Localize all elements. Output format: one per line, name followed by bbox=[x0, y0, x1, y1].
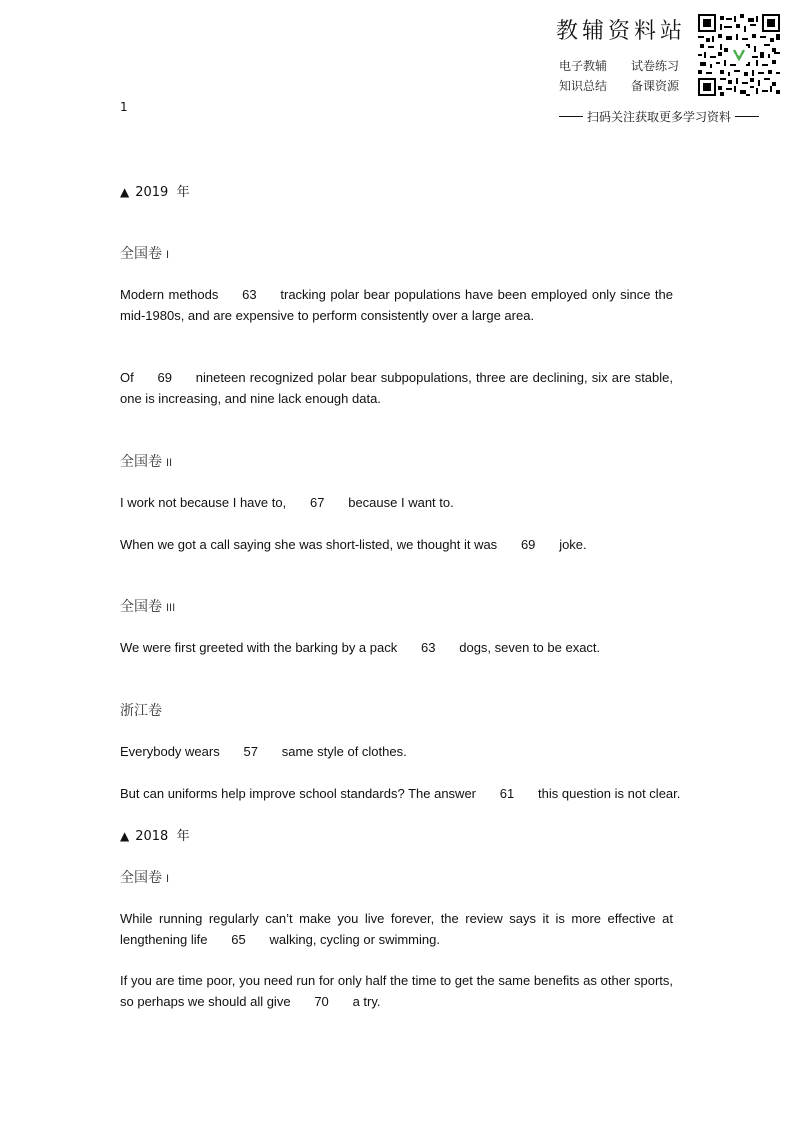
year-suffix: 年 bbox=[176, 185, 190, 200]
slogan-text: 扫码关注获取更多学习资料 bbox=[587, 110, 732, 124]
sentence-text: tracking polar bear populations have been employed only since the mid-1980s, and are expensive to perform consistently over a large area. bbox=[120, 287, 673, 323]
triangle-icon: ▲ bbox=[120, 185, 130, 199]
sentence-text: a try. bbox=[352, 994, 381, 1009]
blank-number: 70 bbox=[314, 994, 329, 1009]
sentence-2019-zhejiang-1 bbox=[120, 741, 407, 762]
sentence-text: this question is not clear. bbox=[538, 786, 681, 801]
brand-title: 教辅资料站 bbox=[556, 19, 687, 44]
section-label-text: 全国卷 bbox=[120, 454, 162, 470]
slogan-left-rule bbox=[559, 116, 583, 117]
sentence-text: Of bbox=[120, 370, 134, 385]
sentence-text: While running regularly can’t make you live forever, the review says it is more effective at lengthening life bbox=[120, 911, 673, 947]
sentence-2019-zhejiang-2 bbox=[120, 783, 680, 804]
year-heading-2018 bbox=[120, 825, 190, 844]
sentence-text: dogs, seven to be exact. bbox=[459, 640, 601, 655]
sentence-text: Modern methods bbox=[120, 287, 219, 302]
section-label-zhejiang-2019 bbox=[120, 700, 162, 720]
blank-number: 57 bbox=[243, 744, 258, 759]
sentence-2018-national-i-1 bbox=[120, 908, 673, 950]
link-knowledge-summary[interactable]: 知识总结 bbox=[559, 79, 608, 93]
blank-number: 61 bbox=[499, 786, 515, 801]
sentence-text: because I want to. bbox=[348, 495, 454, 510]
sentence-2019-national-i-2 bbox=[120, 367, 673, 409]
section-label-national-i-2019 bbox=[120, 243, 169, 263]
sentence-text: Everybody wears bbox=[120, 744, 220, 759]
sentence-text: joke. bbox=[559, 537, 587, 552]
link-exam-practice[interactable]: 试卷练习 bbox=[631, 59, 680, 73]
slogan bbox=[555, 108, 763, 125]
blank-number: 69 bbox=[157, 370, 172, 385]
sentence-2019-national-ii-1 bbox=[120, 492, 454, 513]
link-lesson-resources[interactable]: 备课资源 bbox=[631, 79, 680, 93]
sentence-text: If you are time poor, you need run for only half the time to get the same benefits as other sports, so perhaps we should all give bbox=[120, 973, 673, 1009]
year-value: 2018 bbox=[135, 829, 169, 844]
year-heading-2019 bbox=[120, 181, 190, 200]
section-roman: III bbox=[166, 602, 176, 614]
blank-number: 65 bbox=[231, 932, 246, 947]
blank-number: 69 bbox=[520, 537, 536, 552]
page-number: 1 bbox=[120, 100, 128, 114]
sentence-2019-national-i-1 bbox=[120, 284, 673, 326]
section-label-national-i-2018 bbox=[120, 867, 169, 887]
section-label-text: 全国卷 bbox=[120, 246, 162, 262]
link-electronic-tutoring[interactable]: 电子教辅 bbox=[559, 59, 608, 73]
section-label-national-ii-2019 bbox=[120, 451, 172, 471]
blank-number: 67 bbox=[309, 495, 325, 510]
sentence-text: When we got a call saying she was short-listed, we thought it was bbox=[120, 537, 498, 552]
year-value: 2019 bbox=[135, 185, 169, 200]
slogan-right-rule bbox=[735, 116, 759, 117]
sentence-text: But can uniforms help improve school standards? The answer bbox=[120, 786, 477, 801]
section-label-text: 全国卷 bbox=[120, 599, 162, 615]
section-roman: I bbox=[166, 249, 170, 261]
sentence-text: I work not because I have to, bbox=[120, 495, 287, 510]
triangle-icon: ▲ bbox=[120, 829, 130, 843]
blank-number: 63 bbox=[242, 287, 257, 302]
blank-number: 63 bbox=[421, 640, 436, 655]
year-suffix: 年 bbox=[176, 829, 190, 844]
sentence-text: nineteen recognized polar bear subpopulations, three are declining, six are stable, one is increasing, and nine lack enough data. bbox=[120, 370, 673, 406]
sentence-text: We were first greeted with the barking by a pack bbox=[120, 640, 398, 655]
qr-code-icon[interactable] bbox=[698, 14, 780, 96]
sentence-text: same style of clothes. bbox=[281, 744, 407, 759]
sentence-2019-national-ii-2 bbox=[120, 534, 587, 555]
section-label-national-iii-2019 bbox=[120, 596, 175, 616]
section-label-text: 全国卷 bbox=[120, 870, 162, 886]
sentence-2019-national-iii-1 bbox=[120, 637, 600, 658]
section-roman: II bbox=[166, 457, 173, 469]
sentence-2018-national-i-2 bbox=[120, 970, 673, 1012]
sentence-text: walking, cycling or swimming. bbox=[269, 932, 440, 947]
section-label-text: 浙江卷 bbox=[120, 703, 162, 719]
section-roman: I bbox=[166, 873, 170, 885]
